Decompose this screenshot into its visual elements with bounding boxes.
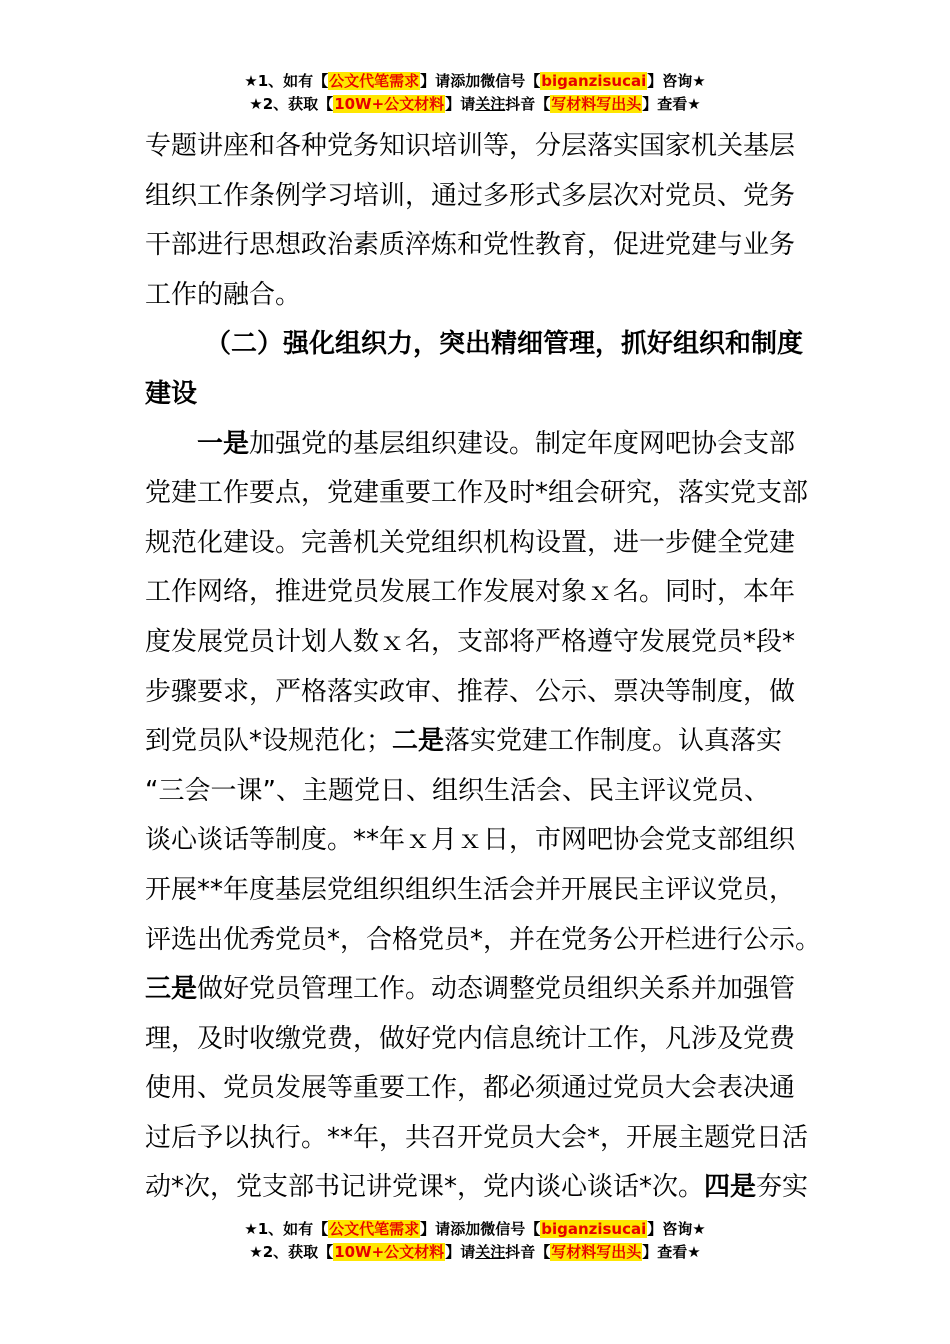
item-marker: 一是	[197, 428, 250, 459]
body-text: 落实党建工作制度。认真落实	[444, 726, 783, 757]
body-text: 夯实	[756, 1172, 809, 1203]
body-line: 谈心谈话等制度。**年ｘ月ｘ日，市网吧协会党支部组织	[145, 825, 796, 856]
body-line	[145, 717, 805, 767]
body-line: 步骤要求，严格落实政审、推荐、公示、票决等制度，做	[145, 676, 796, 707]
banner-text: 】查看★	[642, 1243, 701, 1261]
body-line: 规范化建设。完善机关党组织机构设置，进一步健全党建	[145, 527, 796, 558]
banner-highlight: 10W+公文材料	[334, 1243, 445, 1261]
body-text: 加强党的基层组织建设。制定年度网吧协会支部	[249, 428, 796, 459]
footer-banner	[0, 1218, 950, 1264]
banner-highlight: 公文代笔需求	[329, 1220, 420, 1238]
banner-highlight: biganzisucai	[541, 72, 647, 90]
body-line: 干部进行思想政治素质淬炼和党性教育，促进党建与业务	[145, 230, 796, 261]
item-marker: 四是	[704, 1172, 757, 1203]
body-line: 过后予以执行。**年，共召开党员大会*，开展主题党日活	[145, 1122, 809, 1153]
banner-highlight: 写材料写出头	[551, 95, 642, 113]
banner-text: 】请	[445, 1243, 476, 1261]
banner-text: 】咨询★	[647, 1220, 706, 1238]
banner-highlight: biganzisucai	[541, 1220, 647, 1238]
banner-text: 微信号【	[480, 1220, 541, 1238]
body-line: 开展**年度基层党组织组织生活会并开展民主评议党员，	[145, 874, 796, 905]
header-banner	[0, 70, 950, 116]
body-line: 工作的融合。	[145, 279, 302, 310]
banner-emphasis: 关注	[475, 95, 506, 113]
body-line: 专题讲座和各种党务知识培训等，分层落实国家机关基层	[145, 131, 796, 161]
banner-text: 抖音【	[505, 1243, 551, 1261]
banner-highlight: 公文代笔需求	[329, 72, 420, 90]
banner-line-2	[0, 1241, 950, 1264]
body-line: 使用、党员发展等重要工作，都必须通过党员大会表决通	[145, 1073, 796, 1104]
banner-highlight: 写材料写出头	[551, 1243, 642, 1261]
body-text: 到党员队*设规范化；	[145, 726, 393, 757]
body-line	[145, 1163, 809, 1213]
body-line: 评选出优秀党员*，合格党员*，并在党务公开栏进行公示。	[145, 924, 822, 955]
item-marker: 二是	[392, 726, 445, 757]
body-line: 工作网络，推进党员发展工作发展对象ｘ名。同时，本年	[145, 577, 796, 608]
banner-text: ★1、如有【	[244, 1220, 329, 1238]
item-marker: 三是	[145, 974, 198, 1005]
banner-emphasis: 添加	[450, 1220, 481, 1238]
banner-text: 】咨询★	[647, 72, 706, 90]
section-heading-continued: 建设	[145, 378, 198, 409]
banner-line-1	[0, 70, 950, 93]
body-line	[145, 420, 805, 470]
banner-text: 微信号【	[480, 72, 541, 90]
document-body	[145, 122, 822, 1213]
body-line: 度发展党员计划人数ｘ名，支部将严格遵守发展党员*段*	[145, 626, 796, 657]
banner-text: 】请	[420, 1220, 451, 1238]
banner-text: 】请	[445, 95, 476, 113]
banner-text: ★1、如有【	[244, 72, 329, 90]
body-text: 做好党员管理工作。动态调整党员组织关系并加强管	[197, 974, 796, 1005]
body-line	[145, 965, 805, 1015]
body-line: 理，及时收缴党费，做好党内信息统计工作，凡涉及党费	[145, 1023, 796, 1054]
banner-text: 抖音【	[505, 95, 551, 113]
section-heading: （二）强化组织力，突出精细管理，抓好组织和制度	[205, 329, 804, 360]
body-line: 党建工作要点，党建重要工作及时*组会研究，落实党支部	[145, 478, 809, 509]
body-text: 动*次，党支部书记讲党课*，党内谈心谈话*次。	[145, 1172, 705, 1203]
banner-emphasis: 添加	[450, 72, 481, 90]
banner-emphasis: 关注	[475, 1243, 506, 1261]
banner-text: 】请	[420, 72, 451, 90]
body-line: “三会一课”、主题党日、组织生活会、民主评议党员、	[145, 775, 770, 806]
body-line: 组织工作条例学习培训，通过多形式多层次对党员、党务	[145, 180, 796, 211]
banner-text: ★2、获取【	[249, 95, 334, 113]
banner-highlight: 10W+公文材料	[334, 95, 445, 113]
banner-line-1	[0, 1218, 950, 1241]
banner-text: 】查看★	[642, 95, 701, 113]
banner-line-2	[0, 93, 950, 116]
banner-text: ★2、获取【	[249, 1243, 334, 1261]
